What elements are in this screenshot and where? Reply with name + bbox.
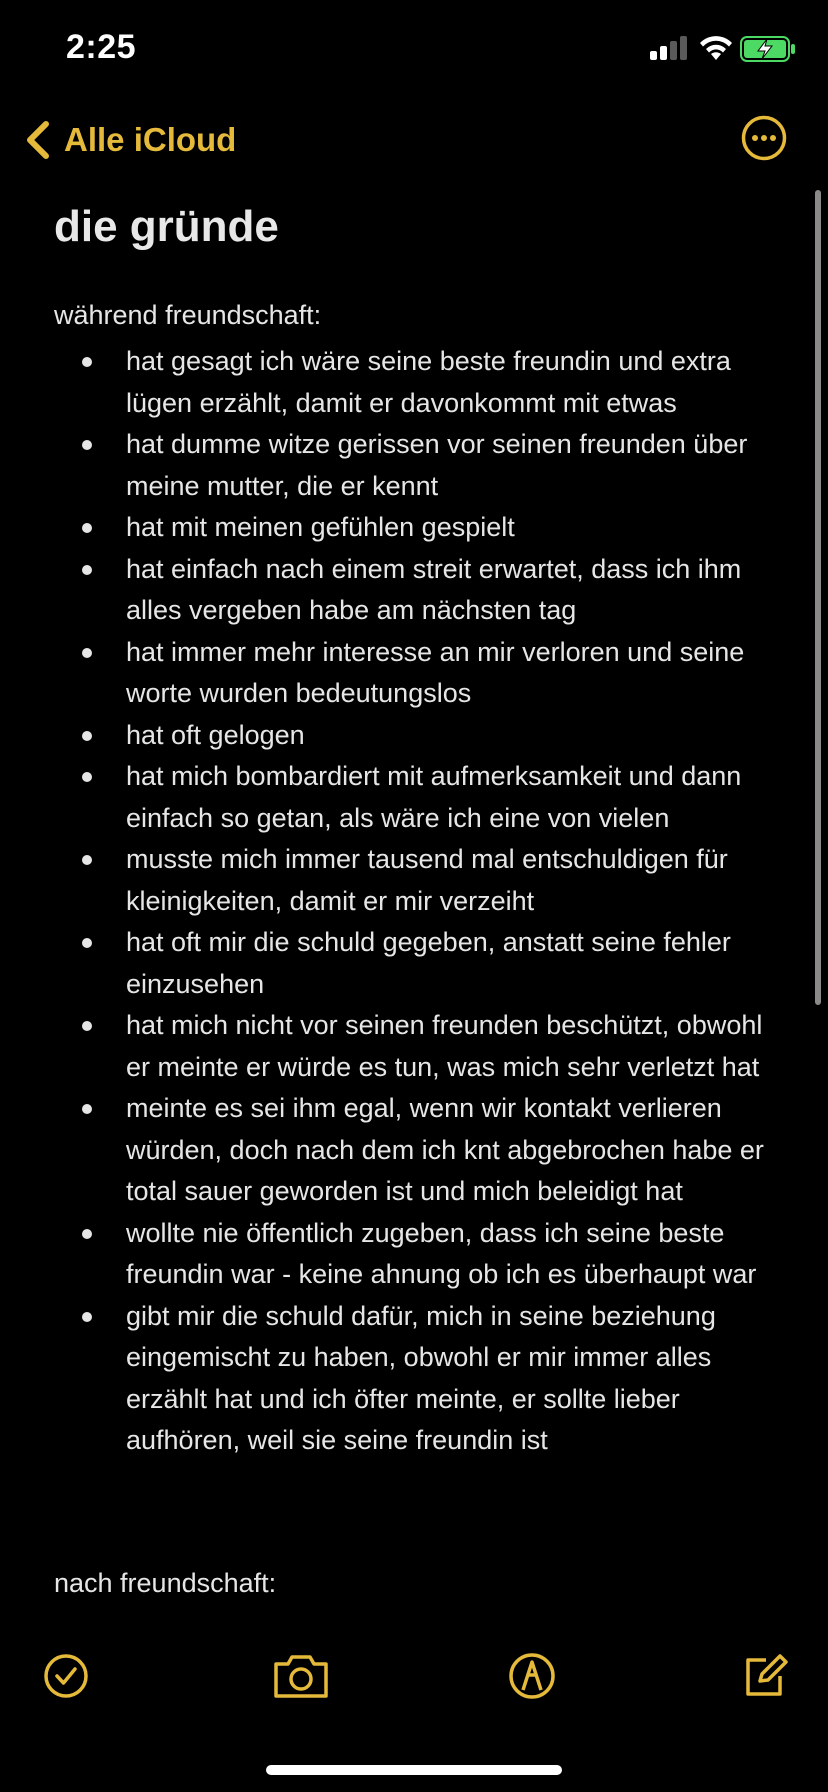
list-item-text: hat immer mehr interesse an mir verloren und seine worte wurden bedeutungslos: [126, 636, 745, 708]
back-label: Alle iCloud: [64, 121, 237, 158]
list-item-text: gibt mir die schuld dafür, mich in seine beziehung eingemischt zu haben, obwohl er mir immer alles erzählt hat und ich öfter meinte, er sollte lieber aufhören, weil sie seine freundin ist: [126, 1300, 716, 1455]
navigation-bar: [0, 108, 828, 172]
battery-charging-icon: [740, 36, 796, 62]
chevron-left-icon: [22, 120, 52, 160]
bullet-icon: [82, 1104, 92, 1114]
list-item[interactable]: [0, 1005, 828, 1088]
bullet-list: [0, 341, 828, 1462]
bullet-icon: [82, 938, 92, 948]
home-indicator[interactable]: [266, 1765, 562, 1775]
camera-icon[interactable]: [270, 1648, 332, 1704]
bullet-icon: [82, 565, 92, 575]
list-item-text: hat mit meinen gefühlen gespielt: [126, 512, 515, 542]
list-item[interactable]: [0, 1296, 828, 1462]
cellular-signal-icon: [650, 36, 690, 60]
list-item[interactable]: [0, 549, 828, 632]
note-title[interactable]: die gründe: [54, 202, 279, 251]
bullet-icon: [82, 1229, 92, 1239]
bottom-toolbar: [0, 1648, 828, 1712]
bullet-icon: [82, 648, 92, 658]
back-button[interactable]: [22, 108, 236, 172]
list-item[interactable]: [0, 756, 828, 839]
list-item-text: hat oft mir die schuld gegeben, anstatt seine fehler einzusehen: [126, 927, 731, 999]
compose-icon[interactable]: [736, 1648, 792, 1704]
list-item[interactable]: [0, 839, 828, 922]
list-item[interactable]: [0, 424, 828, 507]
section-heading[interactable]: während freundschaft:: [54, 300, 322, 330]
bullet-icon: [82, 440, 92, 450]
list-item[interactable]: [0, 632, 828, 715]
section-heading[interactable]: nach freundschaft:: [54, 1568, 277, 1598]
list-item[interactable]: [0, 1088, 828, 1213]
list-item[interactable]: [0, 341, 828, 424]
bullet-icon: [82, 772, 92, 782]
list-item[interactable]: [0, 715, 828, 757]
list-item-text: musste mich immer tausend mal entschuldigen für kleinigkeiten, damit er mir verzeiht: [126, 844, 728, 916]
list-item[interactable]: [0, 1213, 828, 1296]
list-item-text: hat mich bombardiert mit aufmerksamkeit und dann einfach so getan, als wäre ich eine von vielen: [126, 761, 742, 833]
list-item-text: hat dumme witze gerissen vor seinen freunden über meine mutter, die er kennt: [126, 429, 748, 501]
list-item[interactable]: [0, 507, 828, 549]
list-item[interactable]: [0, 922, 828, 1005]
checklist-icon[interactable]: [38, 1648, 94, 1704]
list-item-text: hat mich nicht vor seinen freunden beschützt, obwohl er meinte er würde es tun, was mich sehr verletzt hat: [126, 1010, 763, 1082]
bullet-icon: [82, 855, 92, 865]
bullet-icon: [82, 1021, 92, 1031]
note-body[interactable]: [0, 180, 828, 1660]
ellipsis-circle-icon[interactable]: [740, 114, 788, 162]
markup-pen-icon[interactable]: [504, 1648, 560, 1704]
status-bar: [0, 0, 828, 100]
bullet-icon: [82, 731, 92, 741]
list-item-text: hat einfach nach einem streit erwartet, dass ich ihm alles vergeben habe am nächsten tag: [126, 553, 742, 625]
wifi-icon: [698, 34, 734, 62]
list-item-text: meinte es sei ihm egal, wenn wir kontakt verlieren würden, doch nach dem ich knt abgebrochen habe er total sauer geworden ist und mich beleidigt hat: [126, 1093, 764, 1206]
list-item-text: wollte nie öffentlich zugeben, dass ich seine beste freundin war - keine ahnung ob ich es überhaupt war: [126, 1217, 757, 1289]
bullet-icon: [82, 523, 92, 533]
list-item-text: hat oft gelogen: [126, 719, 305, 750]
bullet-icon: [82, 357, 92, 367]
bullet-icon: [82, 1312, 92, 1322]
list-item-text: hat gesagt ich wäre seine beste freundin und extra lügen erzählt, damit er davonkommt mit etwas: [126, 346, 731, 418]
status-time: 2:25: [66, 28, 137, 66]
